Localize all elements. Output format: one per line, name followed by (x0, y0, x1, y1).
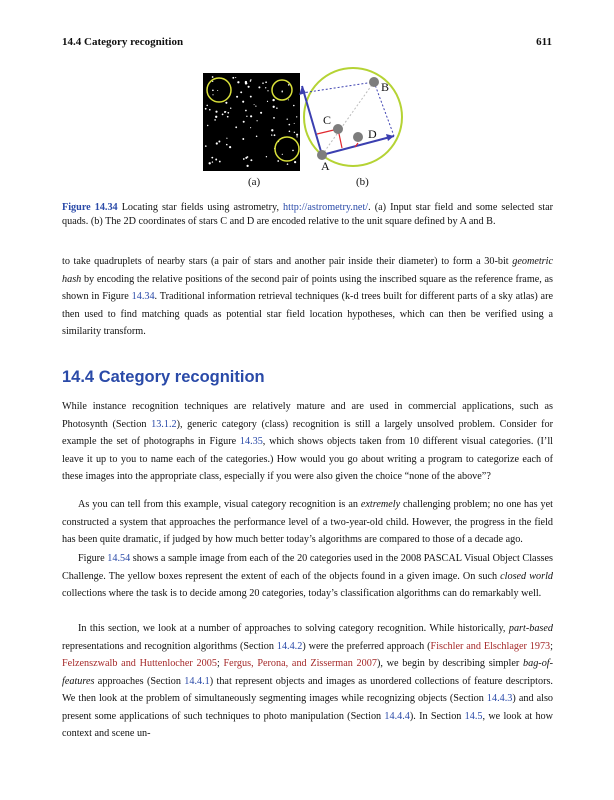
star-dot (243, 158, 245, 160)
star-dot (245, 81, 247, 83)
emphasis: part-based (508, 623, 553, 634)
star-dot (230, 107, 231, 108)
star-dot (294, 123, 295, 124)
star-dot (225, 111, 226, 112)
star-field-background (203, 73, 300, 171)
page-number: 611 (536, 36, 552, 48)
text-run: . Traditional information retrieval techniques (k-d trees built for different parts of a sky atlas) are then used to find matching quads as potential star field location hypotheses, which can then be verified using a similarity transform. (62, 291, 553, 337)
section-ref-14-5[interactable]: 14.5 (464, 710, 483, 722)
text-run: by encoding the relative positions of the second pair of points using the inscribed square as the reference frame, as shown in Figure (62, 273, 553, 302)
star-dot (250, 159, 252, 161)
star-dot (225, 102, 227, 104)
paragraph-5 (62, 620, 553, 743)
star-dot (256, 136, 258, 138)
star-dot (267, 101, 268, 102)
text-run: representations and recognition algorithms (Section (62, 640, 277, 652)
star-dot (296, 116, 297, 117)
star-dot (296, 136, 297, 137)
star-dot (218, 141, 220, 143)
section-ref-13-1-2[interactable]: 13.1.2 (151, 418, 177, 430)
figure-caption (62, 201, 553, 229)
subfigure-label-b: (b) (356, 176, 369, 188)
text-run: ; (216, 658, 224, 669)
point-B (369, 77, 379, 87)
star-dot (216, 142, 218, 144)
star-dot (258, 86, 260, 88)
emphasis: closed world (500, 570, 553, 582)
text-run: While instance recognition techniques are relatively mature and are used in commercial applications, such as Photosynth (Section (62, 401, 553, 430)
star-dot (250, 127, 251, 128)
star-dot (245, 110, 247, 112)
star-dot (292, 150, 294, 152)
star-dot (236, 96, 238, 98)
section-heading: 14.4 Category recognition (62, 368, 265, 386)
star-dot (271, 129, 273, 131)
text-run: ) and also present some applications of such techniques to photo manipulation (Section (62, 693, 553, 722)
star-dot (207, 125, 208, 126)
paragraph-3 (62, 496, 553, 549)
star-dot (266, 156, 267, 157)
section-ref-14-4-1[interactable]: 14.4.1 (184, 675, 210, 687)
star-dot (229, 146, 231, 148)
text-run: ) that represent objects and images as unordered collections of feature descriptors. We then look at the problem of simultaneously segmenting images while recognizing objects (Section (62, 675, 553, 704)
star-dot (265, 81, 267, 83)
star-dot (242, 138, 244, 140)
star-dot (222, 114, 224, 116)
star-dot (250, 96, 252, 98)
star-dot (214, 119, 216, 121)
star-dot (267, 90, 268, 91)
star-dot (215, 159, 217, 161)
text-run: In this section, we look at a number of approaches to solving category recognition. While historically, (78, 623, 509, 634)
subfigure-label-a: (a) (248, 176, 261, 188)
caption-text: . (a) Input star field and some selected star quads. (b) The 2D coordinates of stars C and D are encoded relative to the unit square defined by A and B. (62, 202, 553, 227)
text-run: approaches (Section (94, 675, 185, 687)
text-run: , which shows objects taken from 10 different visual categories. (I’ll leave it up to you to name each of the categories.) How would you go about writing a program to categorize each of these images into the appropriate class, especially if you were also given the choice “none of the above”? (62, 436, 553, 482)
star-dot (276, 107, 278, 109)
figure-caption-label: Figure 14.34 (62, 202, 118, 213)
text-run: As you can tell from this example, visual category recognition is an (78, 499, 361, 510)
label-C: C (323, 113, 332, 127)
star-dot (289, 131, 291, 133)
star-dot (273, 106, 275, 108)
star-dot (245, 157, 247, 159)
star-dot (293, 105, 295, 107)
text-run: challenging problem; no one has yet constructed a system that approaches the performance level of a two-year-old child. However, the progress in the field has been quite dramatic, if judged by how much better today’s algorithms are compared to those of a decade ago. (62, 499, 553, 545)
star-dot (226, 138, 227, 139)
citation-fischler[interactable]: Fischler and Elschlager 1973 (430, 640, 551, 652)
star-dot (246, 116, 247, 117)
star-dot (281, 91, 282, 92)
emphasis: geometric hash (62, 256, 553, 285)
text-run: Figure (78, 553, 108, 564)
star-dot (254, 104, 255, 105)
star-dot (209, 162, 211, 164)
text-run: to take quadruplets of nearby stars (a pair of stars and another pair inside their diameter) to form a 30-bit (62, 256, 513, 267)
star-dot (232, 77, 234, 79)
star-dot (262, 82, 264, 84)
star-dot (288, 84, 290, 86)
star-dot (217, 90, 218, 91)
star-dot (271, 134, 272, 135)
star-dot (255, 105, 256, 106)
text-run: collections where the task is to decide among 20 categories, today’s classification algorithms can do remarkably well. (62, 588, 542, 599)
paragraph-2 (62, 398, 553, 486)
text-run: ). In Section (409, 710, 465, 722)
star-dot (294, 132, 295, 133)
text-run: ; (550, 640, 553, 652)
star-dot (209, 109, 211, 111)
star-dot (212, 94, 213, 95)
label-B: B (381, 80, 390, 94)
emphasis: extremely (360, 499, 401, 510)
star-dot (212, 89, 214, 91)
star-dot (296, 134, 298, 136)
star-dot (219, 161, 221, 163)
citation-fergus[interactable]: Fergus, Perona, and Zisserman 2007 (223, 658, 377, 669)
paragraph-4 (62, 550, 553, 603)
star-dot (226, 144, 227, 145)
emphasis: bag-of-features (62, 658, 554, 687)
star-dot (250, 80, 252, 82)
text-run: ), we begin by describing simpler (376, 658, 524, 669)
star-dot (250, 115, 252, 117)
star-dot (282, 154, 283, 155)
star-dot (212, 76, 214, 78)
star-dot (206, 105, 208, 107)
text-run: shows a sample image from each of the 20 categories used in the 2008 PASCAL Visual Object Classes Challenge. The yellow boxes represent the extent of each of the objects found in a given image. On such (62, 553, 553, 582)
figure-ref-14-35[interactable]: 14.35 (239, 436, 263, 447)
star-dot (273, 117, 275, 119)
star-dot (243, 121, 245, 123)
star-dot (246, 165, 248, 167)
star-field-panel (203, 73, 300, 171)
figure-ref-14-54[interactable]: 14.54 (107, 553, 131, 564)
star-dot (215, 111, 217, 113)
star-dot (235, 126, 237, 128)
section-ref-14-4-2[interactable]: 14.4.2 (276, 640, 303, 652)
x-axis-arrow (386, 134, 394, 141)
section-ref-14-4-4[interactable]: 14.4.4 (384, 710, 410, 722)
star-dot (242, 101, 244, 103)
point-D (353, 132, 363, 142)
caption-text: Locating star fields using astrometry, (117, 202, 284, 213)
star-dot (274, 134, 276, 136)
hash-diagram-panel (299, 68, 402, 173)
label-D: D (368, 127, 377, 141)
astrometry-link[interactable]: http://astrometry.net/ (283, 202, 369, 213)
label-A: A (321, 159, 330, 173)
figure-14-34 (0, 0, 614, 200)
star-dot (237, 81, 239, 83)
point-C (333, 124, 343, 134)
star-dot (235, 77, 236, 78)
star-dot (240, 91, 242, 93)
star-dot (288, 99, 289, 100)
figure-graphics (0, 0, 614, 200)
paragraph-1 (62, 253, 553, 341)
star-dot (287, 119, 288, 120)
text-run: ) were the preferred approach ( (302, 640, 431, 652)
star-dot (212, 161, 213, 162)
star-dot (215, 116, 217, 118)
star-dot (248, 86, 250, 88)
section-ref-14-4-3[interactable]: 14.4.3 (486, 693, 513, 704)
star-dot (227, 116, 229, 118)
star-dot (260, 112, 262, 114)
star-dot (277, 160, 279, 162)
star-dot (294, 161, 296, 163)
star-dot (205, 145, 207, 147)
text-run: , we look at how context and scene un- (62, 710, 554, 739)
star-dot (211, 157, 213, 159)
citation-felzenszwalb[interactable]: Felzenszwalb and Huttenlocher 2005 (62, 658, 217, 669)
star-dot (205, 108, 207, 110)
star-dot (265, 87, 266, 88)
star-dot (272, 99, 274, 101)
star-dot (256, 120, 257, 121)
running-header-section: 14.4 Category recognition (62, 36, 184, 48)
star-dot (287, 163, 289, 165)
text-run: ), generic category (class) recognition is still a largely unsolved problem. Consider for example the set of photographs in Figure (62, 418, 553, 447)
star-dot (289, 124, 291, 126)
figure-ref-14-34[interactable]: 14.34 (131, 291, 155, 302)
star-dot (227, 112, 229, 114)
